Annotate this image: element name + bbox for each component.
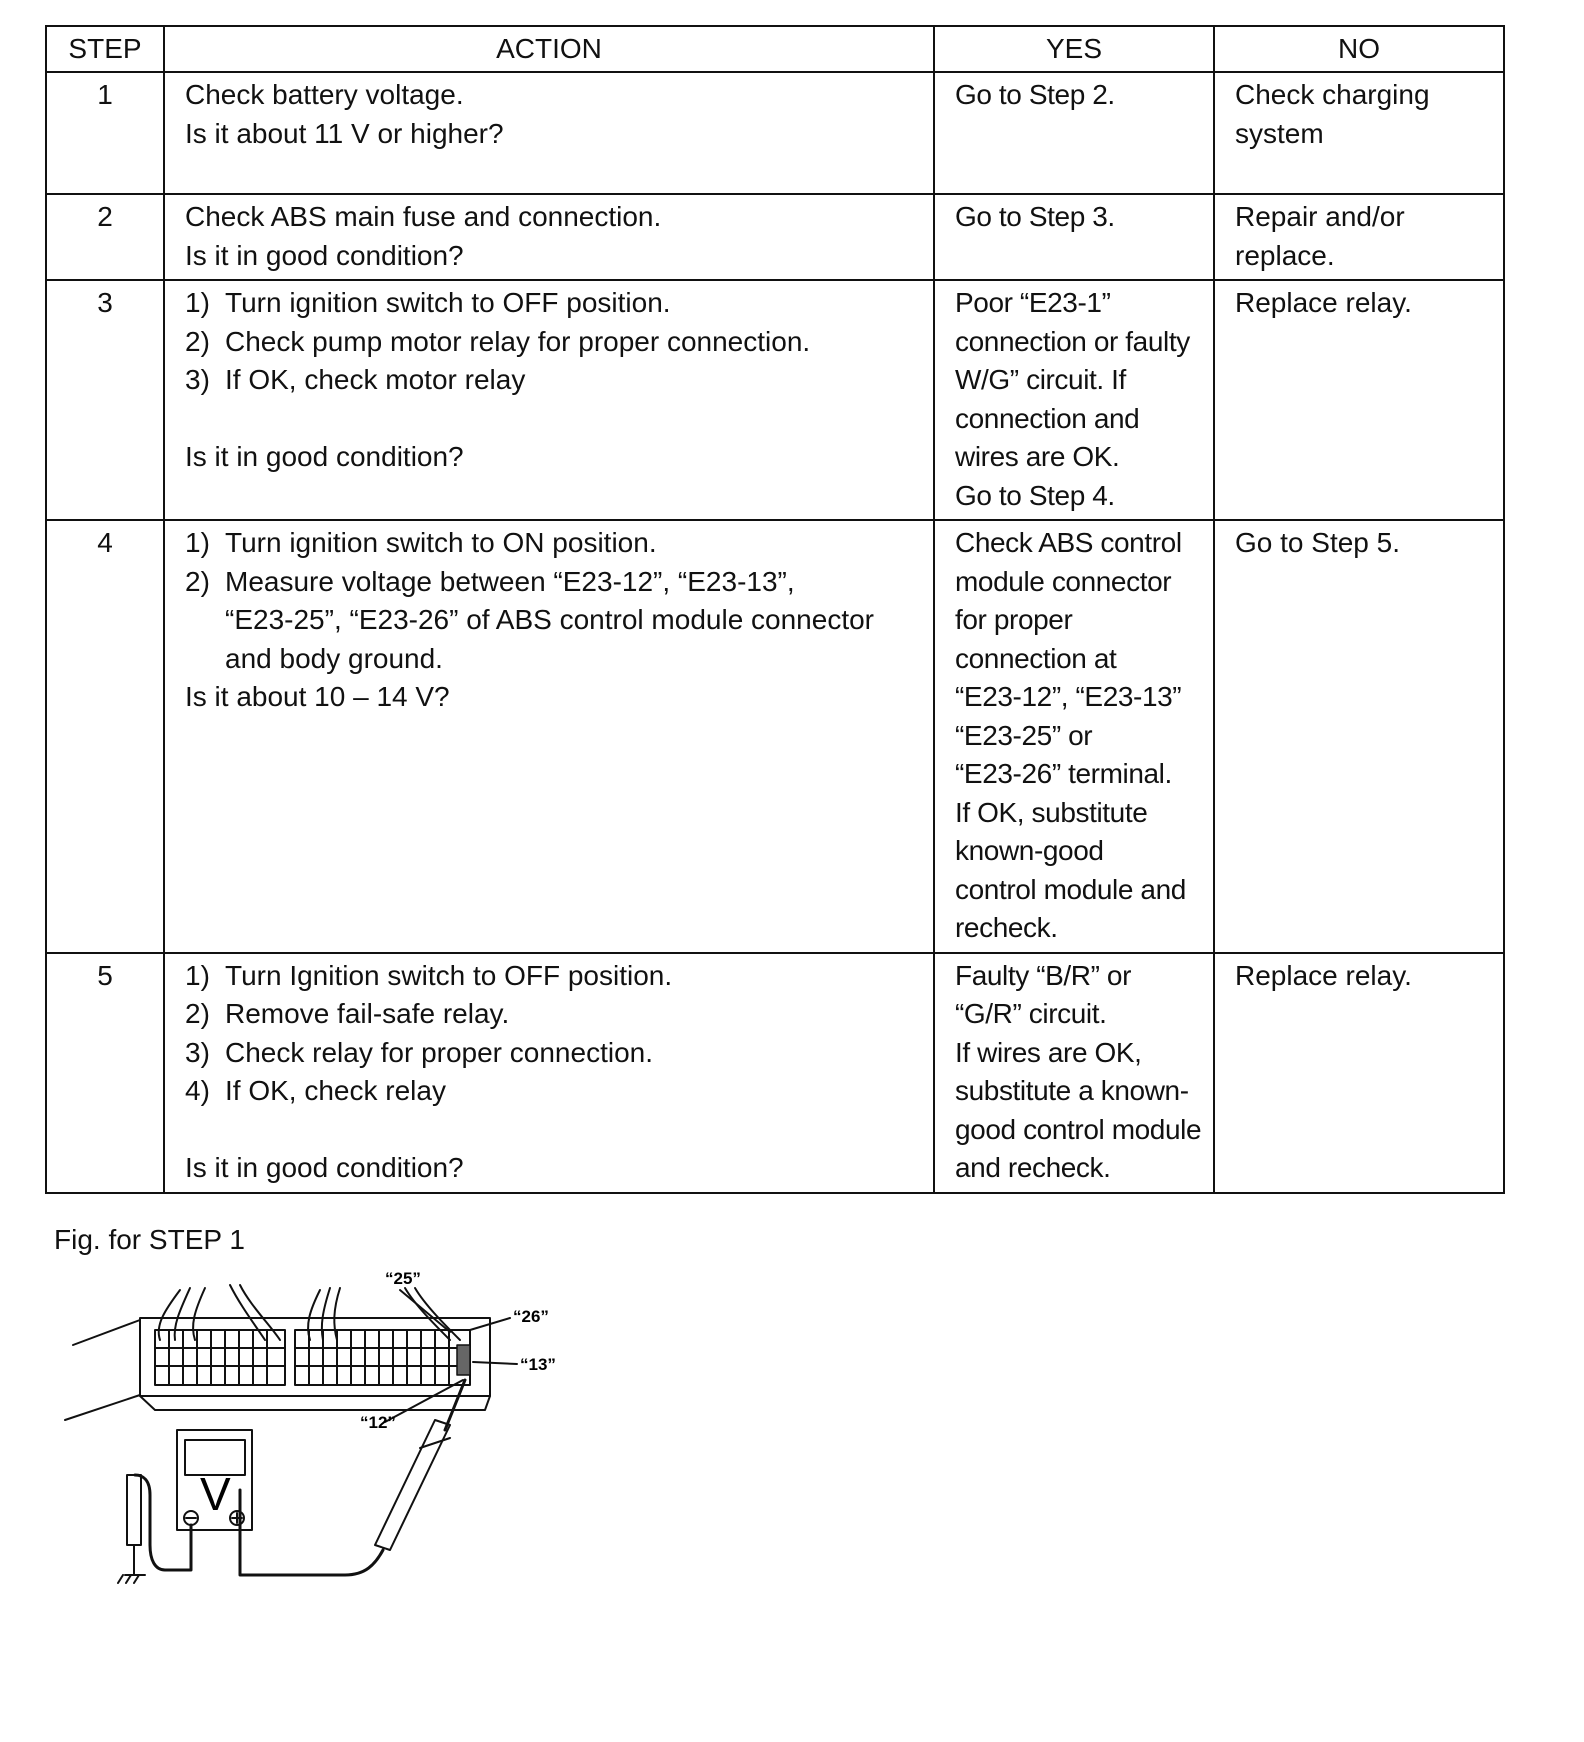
yes-cell [934, 280, 1214, 520]
no-line: replace. [1235, 239, 1335, 271]
action-item [185, 361, 933, 400]
ground-icon [118, 1575, 145, 1583]
yes-line: Go to Step 3. [955, 201, 1115, 232]
wire-bundle [405, 1288, 460, 1340]
yes-line: “E23-26” terminal. [955, 758, 1172, 789]
action-item [185, 1034, 933, 1073]
blank-line [185, 400, 933, 439]
leader-line-25 [400, 1290, 450, 1332]
action-item-number: 2) [185, 565, 210, 597]
no-cell [1214, 194, 1504, 280]
action-item [185, 284, 933, 323]
yes-cell [934, 72, 1214, 194]
action-cell [164, 72, 934, 194]
no-line: system [1235, 117, 1324, 149]
action-question: Is it in good condition? [185, 1152, 464, 1183]
action-item-text: Check relay for proper connection. [225, 1036, 653, 1068]
action-cell [164, 953, 934, 1193]
no-line: Replace relay. [1235, 287, 1412, 318]
action-item [185, 563, 933, 602]
yes-cell [934, 194, 1214, 280]
action-item [185, 1072, 933, 1111]
troubleshooting-table [45, 25, 1505, 1194]
action-item-number: 2) [185, 325, 210, 357]
action-item-continuation: and body ground. [225, 642, 443, 674]
no-cell [1214, 72, 1504, 194]
action-item [185, 957, 933, 996]
action-item-number: 3) [185, 364, 210, 395]
yes-line: “G/R” circuit. [955, 998, 1107, 1029]
action-line: Is it in good condition? [185, 239, 464, 271]
connector-pin-block-right [295, 1330, 470, 1385]
yes-line: connection at [955, 642, 1117, 674]
step-number: 1 [46, 72, 164, 194]
probe-handle [375, 1420, 450, 1550]
action-item-text: If OK, check motor relay [225, 364, 526, 395]
yes-line: good control module [955, 1113, 1202, 1145]
table-row-step-3 [46, 280, 1504, 520]
action-line: Check ABS main fuse and connection. [185, 201, 662, 232]
no-cell [1214, 280, 1504, 520]
measured-terminal [457, 1345, 470, 1375]
action-item-text: Measure voltage between “E23-12”, “E23-13”, [225, 565, 795, 597]
action-item-number: 1) [185, 527, 210, 558]
yes-line: Check ABS control [955, 527, 1182, 558]
yes-line: wires are OK. [955, 441, 1120, 472]
action-cell [164, 520, 934, 953]
action-item [185, 323, 933, 362]
action-item [185, 995, 933, 1034]
no-line: Repair and/or [1235, 201, 1405, 232]
action-line: Is it about 11 V or higher? [185, 117, 504, 149]
step-number: 4 [46, 520, 164, 953]
table-row-step-1 [46, 72, 1504, 194]
action-cell [164, 194, 934, 280]
voltmeter-label: V [200, 1468, 231, 1520]
ground-probe [127, 1475, 141, 1545]
step-number: 3 [46, 280, 164, 520]
action-question: Is it about 10 – 14 V? [185, 681, 450, 712]
header-step: STEP [46, 26, 164, 72]
action-item-number: 2) [185, 998, 210, 1029]
no-cell [1214, 953, 1504, 1193]
yes-line: Go to Step 4. [955, 479, 1115, 511]
action-cell [164, 280, 934, 520]
yes-cell [934, 520, 1214, 953]
voltmeter-connector-illustration [55, 1270, 575, 1590]
figure-caption: Fig. for STEP 1 [54, 1224, 245, 1255]
terminal-label-13: “13” [520, 1355, 556, 1374]
no-line: Replace relay. [1235, 959, 1412, 991]
connector-voltage-figure [55, 1270, 575, 1590]
module-edge-line [73, 1320, 140, 1345]
yes-line: control module and [955, 873, 1186, 905]
action-item-text: Turn ignition switch to OFF position. [225, 287, 671, 318]
leader-line-13 [473, 1362, 517, 1364]
yes-line: “E23-25” or [955, 719, 1093, 751]
connector-base [140, 1396, 490, 1410]
probe-lead-negative [135, 1475, 191, 1570]
table-row-step-2 [46, 194, 1504, 280]
header-no: NO [1214, 26, 1504, 72]
yes-line: known-good [955, 835, 1104, 866]
wire-bundle [308, 1288, 340, 1340]
header-action: ACTION [164, 26, 934, 72]
no-cell [1214, 520, 1504, 953]
table-row-step-4 [46, 520, 1504, 953]
pin-grid-right [295, 1330, 470, 1385]
table-header-row [46, 26, 1504, 72]
action-item-text: Turn Ignition switch to OFF position. [225, 959, 673, 991]
action-item [185, 524, 933, 563]
yes-line: substitute a known- [955, 1075, 1189, 1106]
yes-line: Go to Step 2. [955, 79, 1115, 110]
action-item-number: 4) [185, 1075, 210, 1106]
wire-bundle [159, 1288, 205, 1340]
wire-bundle [230, 1285, 280, 1340]
action-question: Is it in good condition? [185, 441, 464, 472]
action-line: Check battery voltage. [185, 79, 464, 110]
blank-line [185, 1111, 933, 1150]
action-item-number: 3) [185, 1036, 210, 1068]
no-line: Check charging [1235, 79, 1430, 110]
yes-line: recheck. [955, 912, 1058, 943]
yes-line: and recheck. [955, 1152, 1111, 1183]
yes-cell [934, 953, 1214, 1193]
action-item-number: 1) [185, 287, 210, 318]
yes-line: module connector [955, 565, 1172, 597]
terminal-label-12: “12” [360, 1413, 396, 1432]
action-item-text: Turn ignition switch to ON position. [225, 527, 657, 558]
yes-line: Faulty “B/R” or [955, 959, 1132, 991]
module-edge-line [65, 1395, 140, 1420]
step-number: 2 [46, 194, 164, 280]
yes-line: If OK, substitute [955, 796, 1148, 828]
action-item-number: 1) [185, 959, 210, 991]
action-item-text: If OK, check relay [225, 1075, 446, 1106]
yes-line: W/G” circuit. If [955, 364, 1126, 395]
action-item-text: Check pump motor relay for proper connection. [225, 325, 811, 357]
probe-lead-positive [240, 1490, 383, 1575]
yes-line: connection and [955, 402, 1140, 434]
terminal-label-25: “25” [385, 1270, 421, 1288]
yes-line: connection or faulty [955, 325, 1190, 357]
table-row-step-5 [46, 953, 1504, 1193]
step-number: 5 [46, 953, 164, 1193]
yes-line: for proper [955, 604, 1073, 635]
action-item-continuation: “E23-25”, “E23-26” of ABS control module connector [225, 604, 875, 635]
yes-line: Poor “E23-1” [955, 287, 1111, 318]
terminal-label-26: “26” [513, 1307, 549, 1326]
no-line: Go to Step 5. [1235, 527, 1400, 558]
yes-line: “E23-12”, “E23-13” [955, 681, 1182, 712]
action-item-text: Remove fail-safe relay. [225, 998, 510, 1029]
header-yes: YES [934, 26, 1214, 72]
yes-line: If wires are OK, [955, 1036, 1142, 1068]
